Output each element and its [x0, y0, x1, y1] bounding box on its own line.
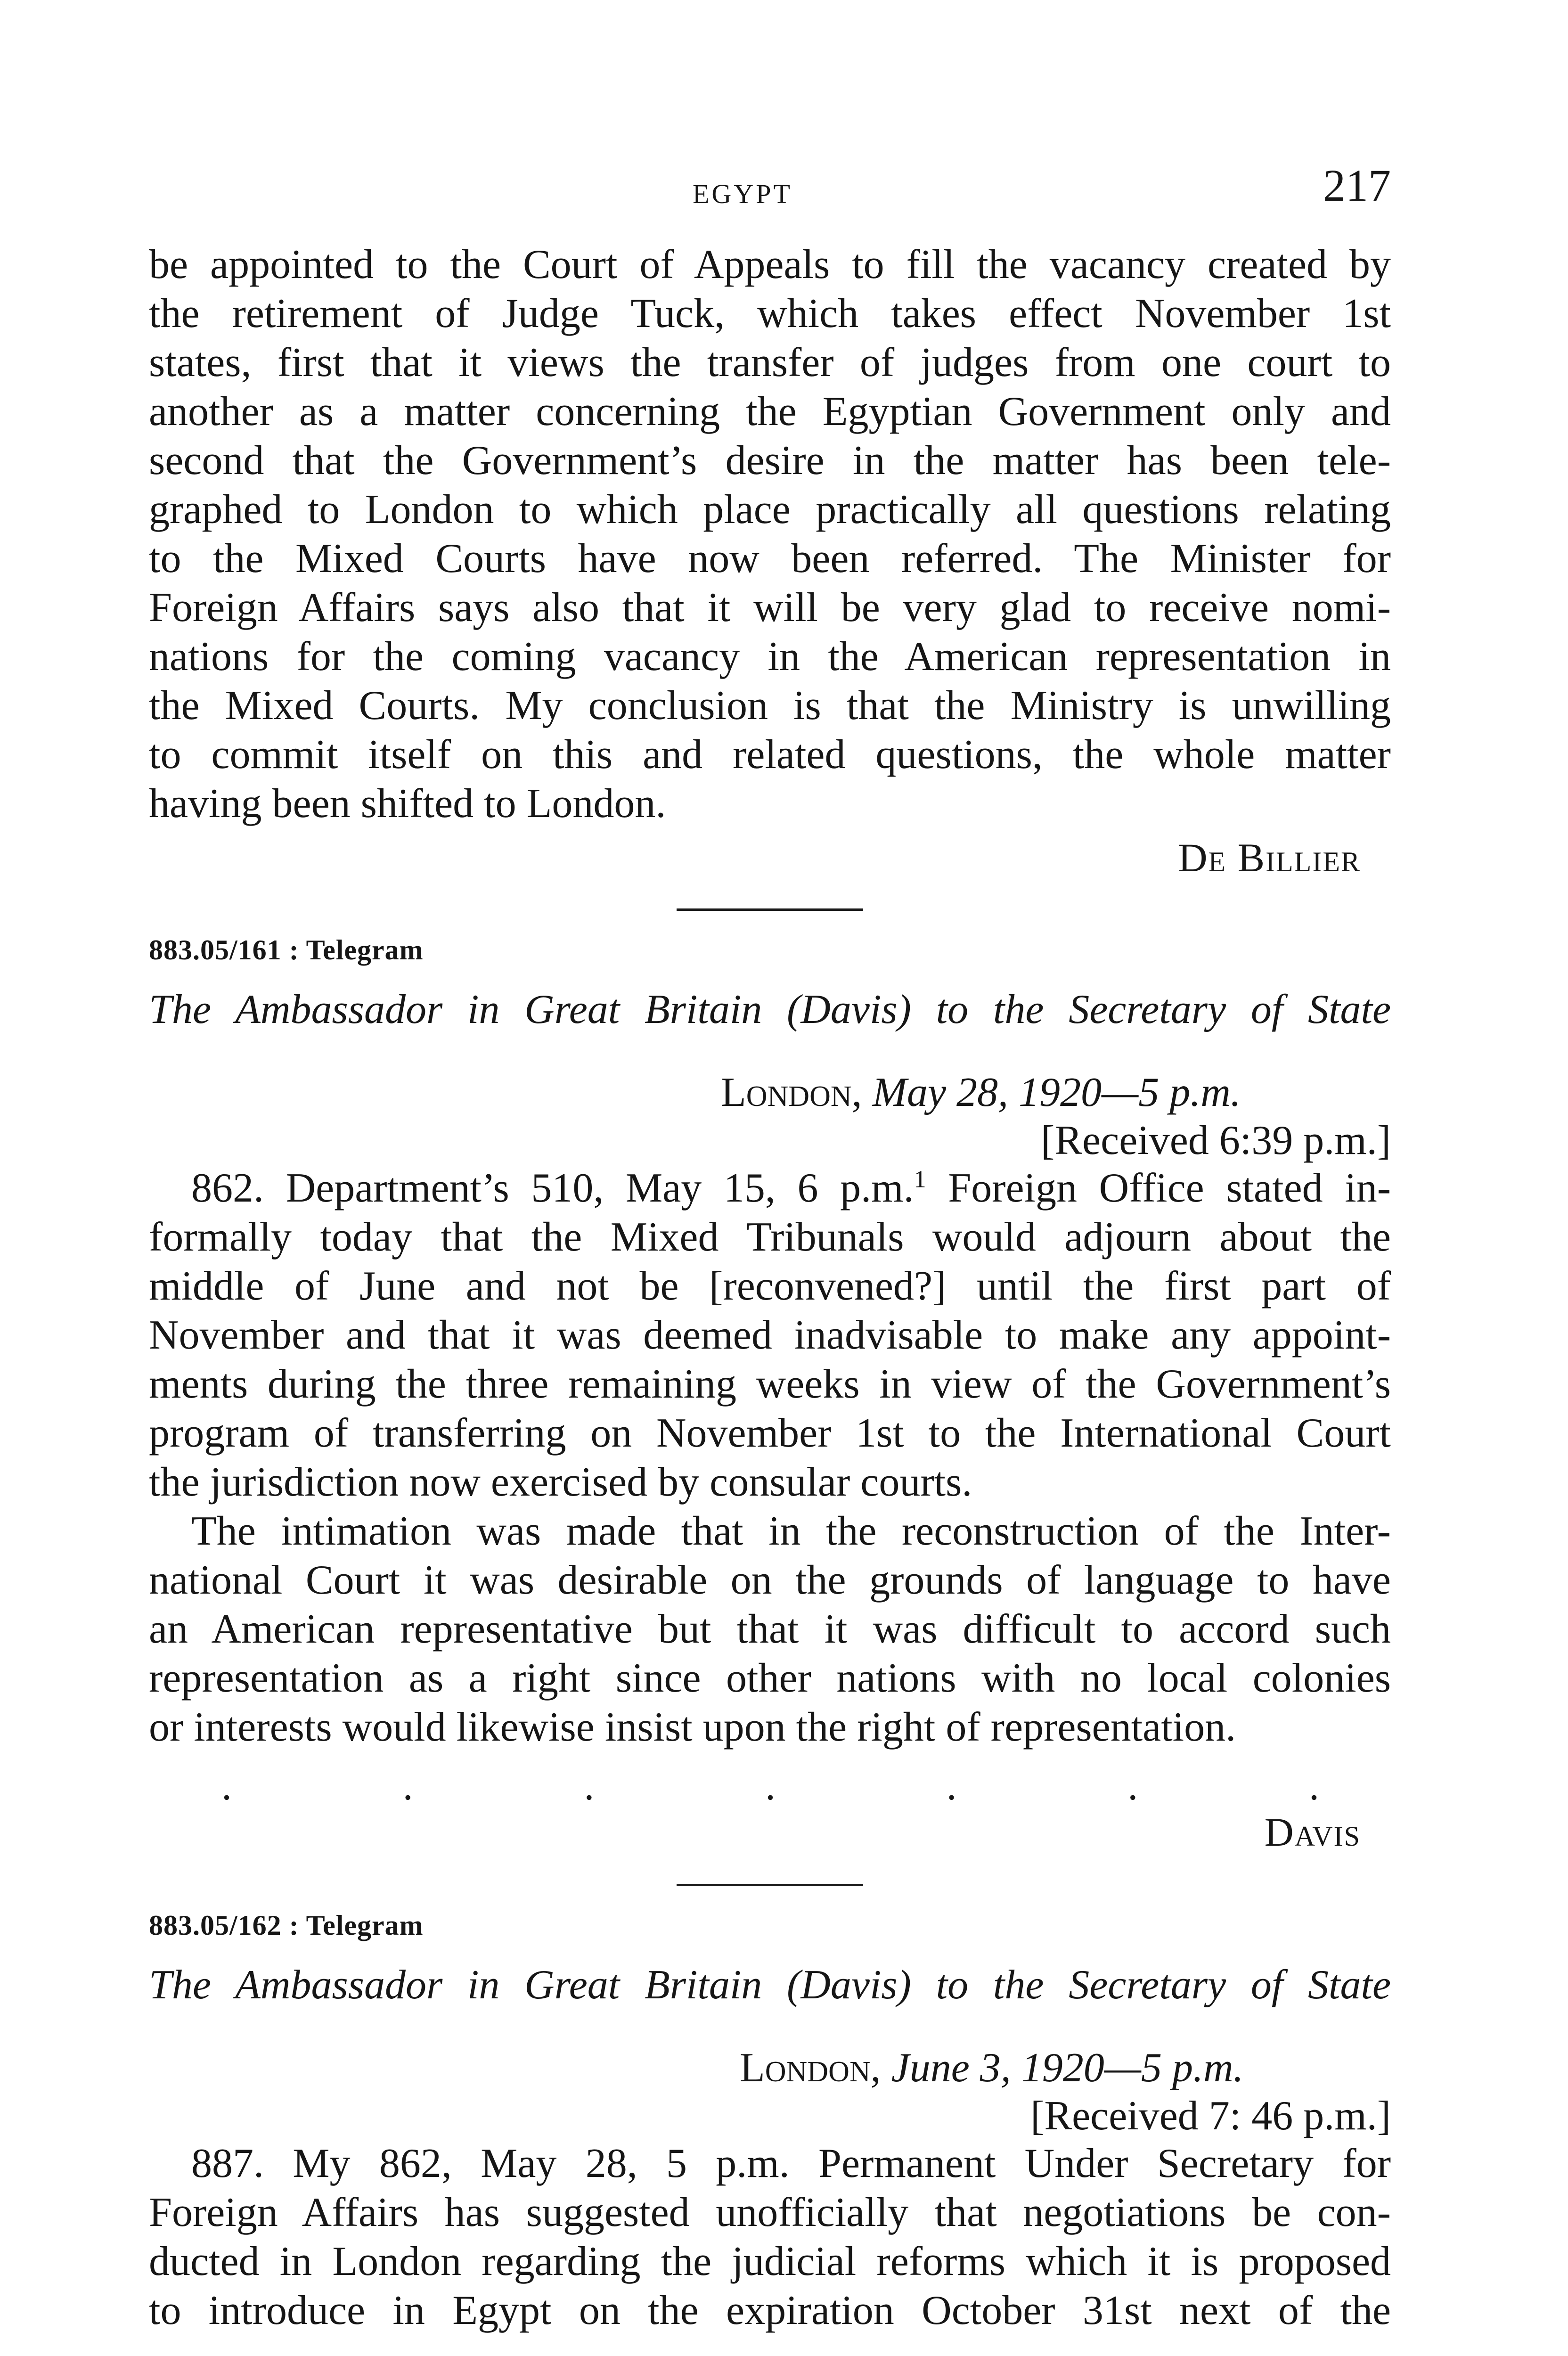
text-line: The intimation was made that in the reconstruction of the Inter- [191, 1508, 1391, 1554]
ellipsis-dot: . [1308, 1763, 1319, 1809]
heading-name: Davis [800, 987, 898, 1032]
received-note-2: [Received 7: 46 p.m.] [1030, 2093, 1391, 2139]
signature-davis-1: Davis [1264, 1809, 1361, 1855]
heading-suffix: ) to the Secretary of State [897, 1962, 1391, 2008]
omission-ellipsis [221, 1762, 1319, 1810]
text-line: the Mixed Courts. My conclusion is that the Ministry is unwilling [149, 683, 1391, 728]
text-segment: 862. Department’s 510, May 15, 6 p.m. [191, 1165, 914, 1211]
text-line: 887. My 862, May 28, 5 p.m. Permanent Under Secretary for [191, 2141, 1391, 2186]
text-line: national Court it was desirable on the grounds of language to have [149, 1557, 1391, 1603]
ellipsis-dot: . [946, 1763, 957, 1809]
telegram-heading-2 [149, 1961, 1391, 2009]
text-line: program of transferring on November 1st to the International Court [149, 1410, 1391, 1456]
text-line: or interests would likewise insist upon the right of representation. [149, 1704, 1236, 1750]
text-line: to commit itself on this and related questions, the whole matter [149, 732, 1391, 777]
telegram-2-paragraph-1 [149, 2139, 1391, 2335]
file-id-161: 883.05/161 : Telegram [149, 934, 424, 965]
ellipsis-dot: . [1127, 1763, 1138, 1809]
text-line: ments during the three remaining weeks in view of the Government’s [149, 1361, 1391, 1407]
dateline-1 [721, 1069, 1241, 1116]
text-segment: Foreign Office stated in- [926, 1165, 1391, 1211]
text-line: formally today that the Mixed Tribunals would adjourn about the [149, 1214, 1391, 1260]
text-line: November and that it was deemed inadvisable to make any appoint- [149, 1312, 1391, 1358]
telegram-1-paragraph-2 [149, 1507, 1391, 1752]
text-line: another as a matter concerning the Egyptian Government only and [149, 389, 1391, 434]
heading-prefix: The Ambassador in Great Britain ( [149, 987, 801, 1032]
ellipsis-dot: . [402, 1763, 413, 1809]
ellipsis-dot: . [221, 1763, 232, 1809]
footnote-ref: 1 [914, 1166, 926, 1193]
heading-prefix: The Ambassador in Great Britain ( [149, 1962, 801, 2008]
text-line: having been shifted to London. [149, 781, 666, 826]
text-line: nations for the coming vacancy in the American representation in [149, 634, 1391, 679]
text-line: the jurisdiction now exercised by consular courts. [149, 1459, 972, 1505]
text-line: to the Mixed Courts have now been referred. The Minister for [149, 536, 1391, 581]
text-line: be appointed to the Court of Appeals to fill the vacancy created by [149, 242, 1391, 287]
section-divider [677, 1884, 863, 1886]
signature-de-billier: De Billier [1178, 835, 1361, 880]
place-name: London, [740, 2045, 881, 2091]
running-head: EGYPT [693, 179, 792, 209]
ellipsis-dot: . [584, 1763, 595, 1809]
text-line: states, first that it views the transfer of judges from one court to [149, 340, 1391, 385]
text-line: middle of June and not be [reconvened?] until the first part of [149, 1263, 1391, 1309]
text-line: representation as a right since other nations with no local colonies [149, 1655, 1391, 1701]
file-id-162: 883.05/162 : Telegram [149, 1910, 424, 1941]
telegram-1-paragraph-1 [149, 1164, 1391, 1507]
text-line: ducted in London regarding the judicial reforms which it is proposed [149, 2239, 1391, 2284]
telegram-heading-1 [149, 986, 1391, 1033]
text-line: an American representative but that it was difficult to accord such [149, 1606, 1391, 1652]
section-divider [677, 908, 863, 911]
heading-suffix: ) to the Secretary of State [897, 987, 1391, 1032]
text-line [149, 1164, 1391, 1213]
text-line: Foreign Affairs has suggested unofficially that negotiations be con- [149, 2190, 1391, 2235]
heading-name: Davis [800, 1962, 898, 2008]
dateline-2 [740, 2044, 1244, 2092]
continuation-paragraph [149, 240, 1391, 828]
date-time: May 28, 1920—5 p.m. [872, 1070, 1241, 1115]
place-name: London, [721, 1070, 862, 1115]
text-line: second that the Government’s desire in the matter has been tele- [149, 438, 1391, 483]
ellipsis-dot: . [765, 1763, 776, 1809]
text-line: graphed to London to which place practically all questions relating [149, 487, 1391, 532]
received-note-1: [Received 6:39 p.m.] [1041, 1118, 1391, 1163]
text-line: to introduce in Egypt on the expiration October 31st next of the [149, 2288, 1391, 2333]
page-number: 217 [1323, 160, 1391, 211]
text-line: the retirement of Judge Tuck, which takes effect November 1st [149, 291, 1391, 336]
date-time: June 3, 1920—5 p.m. [891, 2045, 1244, 2091]
text-line: Foreign Affairs says also that it will be very glad to receive nomi- [149, 585, 1391, 630]
